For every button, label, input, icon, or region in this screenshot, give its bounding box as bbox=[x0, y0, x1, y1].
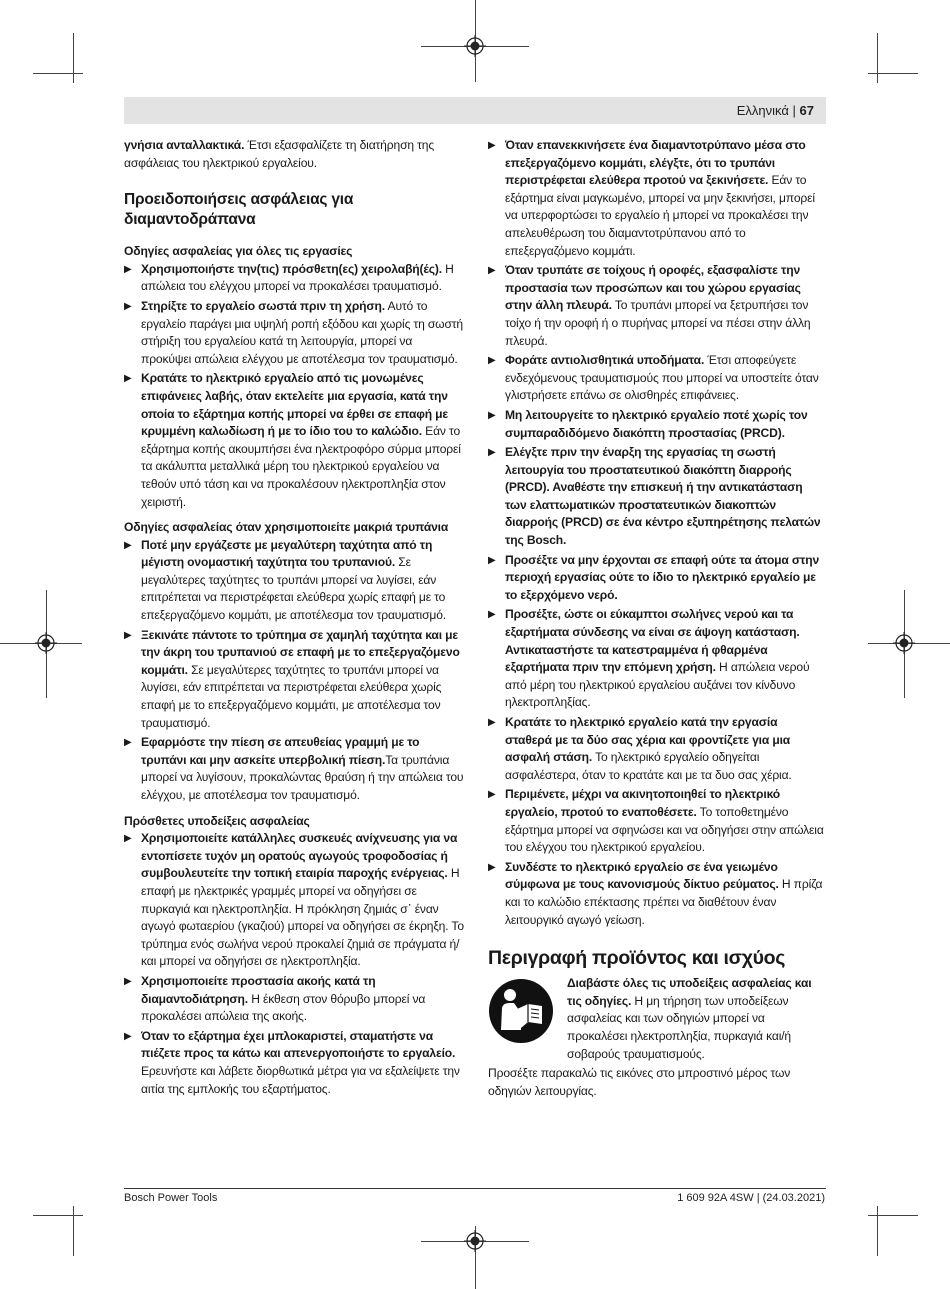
list-item bbox=[124, 830, 464, 971]
bullet-icon: ▶ bbox=[488, 554, 496, 566]
list-item bbox=[124, 627, 464, 733]
item-text: Η απώλεια νερού από μέρη του ηλεκτρικού εργαλείου αυξάνει τον κίνδυνο ηλεκτροπληξίας. bbox=[505, 660, 810, 710]
bullet-icon: ▶ bbox=[124, 373, 132, 385]
list-item bbox=[488, 786, 826, 856]
read-manual-icon bbox=[488, 978, 554, 1044]
crop-mark-top-right-h bbox=[868, 73, 918, 74]
item-bold: Περιμένετε, μέχρι να ακινητοποιηθεί το ηλεκτρικό εργαλείο, προτού το εναποθέσετε. bbox=[505, 787, 781, 819]
intro-paragraph bbox=[124, 137, 464, 172]
crop-mark-bottom-left-v bbox=[73, 1206, 74, 1256]
bullet-icon: ▶ bbox=[488, 447, 496, 459]
header-separator: | bbox=[792, 103, 796, 118]
bullet-icon: ▶ bbox=[124, 629, 132, 641]
bullet-icon: ▶ bbox=[124, 300, 132, 312]
registration-target-right-icon bbox=[893, 632, 915, 654]
group1-title: Οδηγίες ασφαλείας για όλες τις εργασίες bbox=[124, 244, 353, 259]
list-item bbox=[124, 1028, 464, 1098]
bullet-icon: ▶ bbox=[124, 1030, 132, 1042]
page-header-bar bbox=[124, 97, 826, 124]
list-item bbox=[488, 262, 826, 350]
bullet-icon: ▶ bbox=[488, 789, 496, 801]
item-text: Σε μεγαλύτερες ταχύτητες το τρυπάνι μπορεί να λυγίσει, εάν επιτρέπεται να περιστρέφεται ελεύθερα χωρίς επαφή με το επεξεργαζόμενο κομμάτι, με αποτέλεσμα τον τραυματισμό. bbox=[141, 662, 442, 730]
item-bold: Φοράτε αντιολισθητικά υποδήματα. bbox=[505, 353, 705, 368]
item-text: Σε μεγαλύτερες ταχύτητες το τρυπάνι μπορεί να λυγίσει, εάν επιτρέπεται να περιστρέφεται ελεύθερα χωρίς επαφή με το επεξεργαζόμενο κομμάτι, με αποτέλεσμα τον τραυματισμό. bbox=[141, 555, 447, 623]
item-bold: Ελέγξτε πριν την έναρξη της εργασίας τη σωστή λειτουργία του προστατευτικού διακόπτη διαρροής (PRCD). Αναθέστε την επισκευή ή την αντικατάσταση των ελαττωματικών προστατευτικών διακοπτών διαρροής (PRCD) σε ένα κέντρο εξυπηρέτησης πελατών της Bosch. bbox=[505, 445, 821, 548]
bullet-icon: ▶ bbox=[488, 355, 496, 367]
list-item bbox=[488, 407, 826, 442]
safety-warning-block bbox=[488, 975, 826, 1063]
group1-list bbox=[124, 261, 464, 511]
item-text: Η απώλεια του ελέγχου μπορεί να προκαλέσει τραυματισμό. bbox=[141, 261, 454, 294]
item-bold: Χρησιμοποιήστε την(τις) πρόσθετη(ες) χειρολαβή(ές). bbox=[141, 261, 442, 276]
crop-mark-top-right-v bbox=[877, 33, 878, 83]
bullet-icon: ▶ bbox=[124, 737, 132, 749]
item-bold: Ξεκινάτε πάντοτε το τρύπημα σε χαμηλή ταχύτητα και με την άκρη του τρυπανιού σε επαφή με το επεξεργαζόμενο κομμάτι. bbox=[141, 627, 460, 677]
item-bold: Ποτέ μην εργάζεστε με μεγαλύτερη ταχύτητα από τη μέγιστη ονομαστική ταχύτητα του τρυπανιού. bbox=[141, 537, 433, 570]
footer-doc-ref: 1 609 92A 4SW | (24.03.2021) bbox=[677, 1192, 825, 1204]
group3-list bbox=[124, 830, 464, 1098]
item-bold: Κρατάτε το ηλεκτρικό εργαλείο από τις μονωμένες επιφάνειες λαβής, όταν εκτελείτε μια εργασία, κατά την οποία το εξάρτημα κοπής μπορεί να έρθει σε επαφή με κρυμμένη καλωδίωση ή με το ίδιο του το καλώδιο. bbox=[141, 371, 449, 439]
list-item bbox=[488, 859, 826, 929]
list-item bbox=[124, 973, 464, 1026]
intro-bold: γνήσια ανταλλακτικά. bbox=[124, 138, 245, 152]
item-bold: Μη λειτουργείτε το ηλεκτρικό εργαλείο ποτέ χωρίς τον συμπαραδιδόμενο διακόπτη προστασίας (PRCD). bbox=[505, 407, 808, 440]
registration-target-top-icon bbox=[464, 35, 486, 57]
list-item bbox=[124, 370, 464, 511]
item-bold: Όταν τρυπάτε σε τοίχους ή οροφές, εξασφαλίστε την προστασία των προσώπων και του χώρου εργασίας στην άλλη πλευρά. bbox=[505, 263, 801, 313]
group3-title: Πρόσθετες υποδείξεις ασφαλείας bbox=[124, 813, 310, 828]
group2-title: Οδηγίες ασφαλείας όταν χρησιμοποιείτε μακριά τρυπάνια bbox=[124, 520, 449, 535]
item-text: Η επαφή με ηλεκτρικές γραμμές μπορεί να οδηγήσει σε πυρκαγιά και ηλεκτροπληξία. Η πρόκληση ζημιάς σ᾽ έναν αγωγό φωταερίου (γκαζιού) μπορεί να οδηγήσει σε έκρηξη. Το τρύπημα ενός σωλήνα νερού προκαλεί ζημιά σε πράγματα ή/και μπορεί να οδηγήσει σε ηλεκτροπληξία. bbox=[141, 866, 464, 969]
list-item bbox=[124, 298, 464, 368]
item-bold: Συνδέστε το ηλεκτρικό εργαλείο σε ένα γειωμένο σύμφωνα με τους κανονισμούς δίκτυο ρεύματος. bbox=[505, 859, 779, 892]
list-item bbox=[124, 734, 464, 804]
crop-mark-bottom-left-h bbox=[33, 1215, 83, 1216]
list-item bbox=[488, 137, 826, 260]
item-text: Το τοποθετημένο εξάρτημα μπορεί να σφηνώσει και να οδηγήσει στην απώλεια του ελέγχου του ηλεκτρικού εργαλείου. bbox=[505, 804, 824, 855]
list-item bbox=[488, 714, 826, 784]
right-list bbox=[488, 137, 826, 929]
bullet-icon: ▶ bbox=[488, 717, 496, 728]
bullet-icon: ▶ bbox=[488, 409, 496, 421]
item-text: Το τρυπάνι μπορεί να ξετρυπήσει τον τοίχο ή την οροφή ή ο πυρήνας μπορεί να πέσει στην άλλη πλευρά. bbox=[505, 298, 811, 348]
list-item bbox=[488, 606, 826, 712]
left-column bbox=[124, 137, 464, 1098]
item-bold: Όταν επανεκκινήσετε ένα διαμαντοτρύπανο μέσα στο επεξεργαζόμενο κομμάτι, ελέγξτε, ότι το τρυπάνι περιστρέφεται ελεύθερα προτού να ξεκινήσετε. bbox=[505, 138, 806, 188]
bullet-icon: ▶ bbox=[124, 263, 132, 275]
footer-brand: Bosch Power Tools bbox=[124, 1192, 218, 1204]
item-text: Ερευνήστε και λάβετε διορθωτικά μέτρα για να εξαλείψετε την αιτία της εμπλοκής του εξαρτήματος. bbox=[141, 1063, 460, 1096]
group2-list bbox=[124, 537, 464, 805]
item-text: Το ηλεκτρικό εργαλείο οδηγείται ασφαλέστερα, όταν το κρατάτε και με τα δυο σας χέρια. bbox=[505, 750, 792, 782]
crop-mark-bottom-right-h bbox=[868, 1215, 918, 1216]
item-bold: Εφαρμόστε την πίεση σε απευθείας γραμμή με το τρυπάνι και μην ασκείτε υπερβολική πίεση. bbox=[141, 735, 420, 767]
bullet-icon: ▶ bbox=[488, 140, 496, 151]
intro-text: Έτσι εξασφαλίζετε τη διατήρηση της ασφάλειας του ηλεκτρικού εργαλείου. bbox=[124, 138, 435, 170]
registration-target-bottom-icon bbox=[464, 1230, 486, 1252]
list-item bbox=[488, 444, 826, 550]
footer-divider bbox=[124, 1188, 826, 1189]
closing-paragraph: Προσέξτε παρακαλώ τις εικόνες στο μπροστινό μέρος των οδηγιών λειτουργίας. bbox=[488, 1066, 791, 1098]
section-title: Προειδοποιήσεις ασφάλειας για διαμαντοδράπανα bbox=[124, 191, 354, 229]
item-text: Εάν το εξάρτημα είναι μαγκωμένο, μπορεί να μην ξεκινήσει, μπορεί να υπερφορτώσει το εργαλείο ή μπορεί να προκαλέσει την απελευθέρωση του διαμαντοτρύπανου από το επεξεργαζόμενο κομμάτι. bbox=[505, 173, 815, 258]
item-bold: Κρατάτε το ηλεκτρικό εργαλείο κατά την εργασία σταθερά με τα δύο σας χέρια και φροντίζετε για μια ασφαλή στάση. bbox=[505, 715, 791, 765]
header-language: Ελληνικά bbox=[736, 103, 789, 118]
warning-body: Η μη τήρηση των υποδείξεων ασφαλείας και των οδηγιών μπορεί να προκαλέσει ηλεκτροπληξία, πυρκαγιά και/ή σοβαρούς τραυματισμούς. bbox=[567, 993, 792, 1061]
item-bold: Χρησιμοποιείτε προστασία ακοής κατά τη διαμαντοδιάτρηση. bbox=[141, 973, 376, 1006]
list-item bbox=[124, 261, 464, 296]
bullet-icon: ▶ bbox=[124, 975, 132, 987]
item-text: Έτσι αποφεύγετε ενδεχόμενους τραυματισμούς που μπορεί να υποστείτε όταν γλιστρήσετε επάνω σε ολισθηρές επιφάνειες. bbox=[505, 353, 819, 403]
bullet-icon: ▶ bbox=[488, 609, 496, 621]
item-text: Η έκθεση στον θόρυβο μπορεί να προκαλέσει απώλεια της ακοής. bbox=[141, 991, 426, 1024]
warning-text bbox=[567, 975, 826, 1063]
item-bold: Προσέξτε να μην έρχονται σε επαφή ούτε τα άτομα στην περιοχή εργασίας ούτε το ίδιο το ηλεκτρικό εργαλείο με το εξερχόμενο νερό. bbox=[505, 552, 820, 602]
crop-mark-top-left-h bbox=[33, 73, 83, 74]
item-bold: Στηρίξτε το εργαλείο σωστά πριν τη χρήση. bbox=[141, 298, 385, 313]
list-item bbox=[488, 552, 826, 605]
item-text: Η πρίζα και το καλώδιο επέκτασης πρέπει να διαθέτουν έναν λειτουργικό αγωγό γείωση. bbox=[505, 877, 823, 927]
item-text: Εάν το εξάρτημα κοπής ακουμπήσει ένα ηλεκτροφόρο σύρμα μπορεί τα ακάλυπτα μεταλλικά μέρη του ηλεκτρικού εργαλείου να τεθούν υπό τάση και να προκαλέσουν ηλεκτροπληξία στον χειριστή. bbox=[141, 424, 461, 509]
crop-mark-bottom-right-v bbox=[877, 1206, 878, 1256]
list-item bbox=[488, 352, 826, 405]
item-bold: Χρησιμοποιείτε κατάλληλες συσκευές ανίχνευσης για να εντοπίσετε τυχόν μη ορατούς αγωγούς τροφοδοσίας ή συμβουλευτείτε την τοπική εταιρία παροχής ενέργειας. bbox=[141, 831, 458, 881]
crop-mark-top-left-v bbox=[73, 33, 74, 83]
product-description-title: Περιγραφή προϊόντος και ισχύος bbox=[488, 947, 786, 970]
registration-target-left-icon bbox=[35, 632, 57, 654]
warning-bold: Διαβάστε όλες τις υποδείξεις ασφαλείας και τις οδηγίες. bbox=[567, 976, 812, 1008]
list-item bbox=[124, 537, 464, 625]
page-number: 67 bbox=[799, 103, 814, 118]
item-bold: Όταν το εξάρτημα έχει μπλοκαριστεί, σταματήστε να πιέζετε προς τα κάτω και απενεργοποιήστε το εργαλείο. bbox=[141, 1028, 456, 1061]
right-column bbox=[488, 137, 826, 1100]
bullet-icon: ▶ bbox=[488, 861, 496, 873]
item-bold: Προσέξτε, ώστε οι εύκαμπτοι σωλήνες νερού και τα εξαρτήματα σύνδεσης να είναι σε άψογη κατάσταση. Αντικαταστήστε τα κατεστραμμένα ή φθαρμένα εξαρτήματα πριν την επόμενη χρήση. bbox=[505, 607, 800, 675]
item-text: Τα τρυπάνια μπορεί να λυγίσουν, προκαλώντας θραύση ή την απώλεια του ελέγχου, με αποτέλεσμα τον τραυματισμό. bbox=[141, 752, 464, 802]
bullet-icon: ▶ bbox=[488, 265, 496, 277]
page-header bbox=[737, 103, 814, 118]
bullet-icon: ▶ bbox=[124, 833, 132, 845]
item-text: Αυτό το εργαλείο παράγει μια υψηλή ροπή εξόδου και χωρίς τη σωστή στήριξη του εργαλείου κατά τη λειτουργία, μπορεί να προκύψει απώλεια ελέγχου με αποτέλεσμα τον τραυματισμό. bbox=[141, 298, 463, 366]
bullet-icon: ▶ bbox=[124, 539, 132, 551]
